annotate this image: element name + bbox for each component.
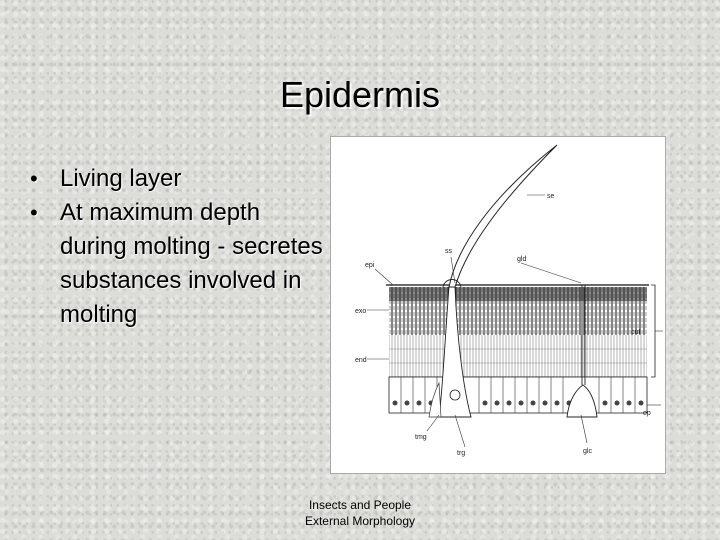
bullet-text: Living layer (60, 165, 182, 192)
seta-hair (449, 145, 557, 287)
label-ss: ss (445, 248, 452, 255)
epidermal-cells (389, 377, 647, 413)
label-glc: glc (583, 448, 592, 455)
label-epi: epi (365, 262, 375, 269)
label-cut: cut (631, 329, 641, 336)
bullet-icon: • (30, 166, 38, 191)
bullet-icon: • (30, 200, 38, 225)
slide-footer (260, 497, 460, 529)
slide-title: Epidermis (279, 74, 441, 115)
label-tmg: tmg (415, 434, 427, 441)
bullet-item (30, 162, 330, 196)
bullet-list (30, 162, 330, 332)
footer-line-1: Insects and People (308, 498, 412, 512)
endocuticle-layer (389, 335, 647, 377)
label-exo: exo (355, 308, 367, 315)
bullet-item (30, 196, 330, 332)
cuticle-cross-section-illustration (331, 137, 665, 473)
bullet-text: At maximum depth during molting - secretes substances involved in molting (60, 199, 323, 328)
label-gld: gld (517, 256, 527, 263)
label-end: end (355, 357, 367, 364)
epidermis-diagram (330, 136, 666, 474)
label-trg: trg (457, 450, 466, 457)
label-ep: ep (643, 410, 651, 417)
footer-line-2: External Morphology (304, 514, 416, 528)
label-se: se (547, 193, 555, 200)
